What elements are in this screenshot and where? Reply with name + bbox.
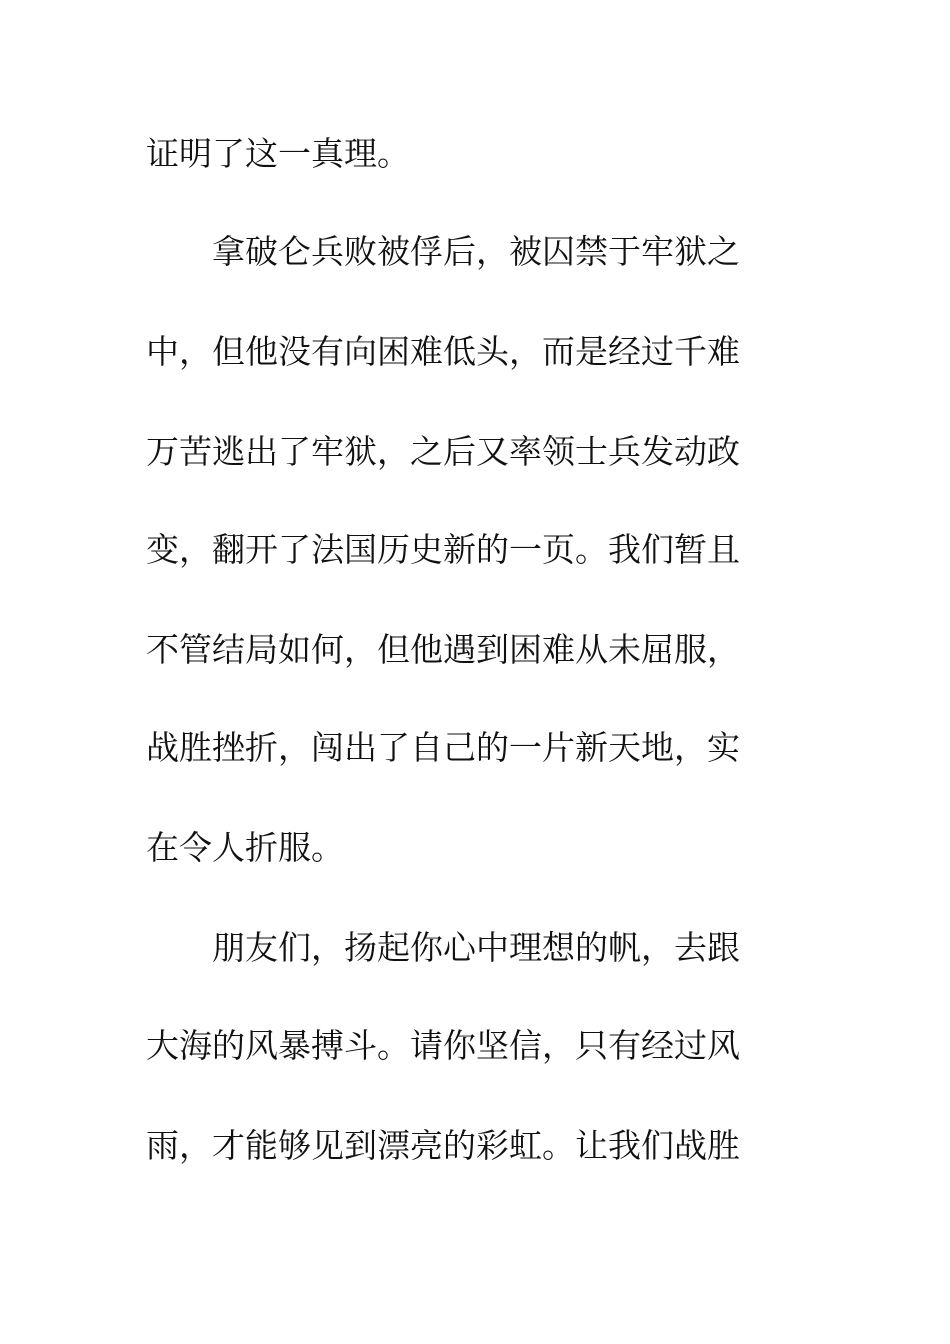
text-line-3: 中，但他没有向困难低头，而是经过千难 [146,332,740,371]
text-line-5: 变，翻开了法国历史新的一页。我们暂且 [146,530,740,569]
text-line-8: 在令人折服。 [146,828,344,867]
text-line-6: 不管结局如何，但他遇到困难从未屈服， [146,630,740,669]
text-line-11: 雨，才能够见到漂亮的彩虹。让我们战胜 [146,1126,740,1165]
text-line-7: 战胜挫折，闯出了自己的一片新天地，实 [146,728,740,767]
text-line-10: 大海的风暴搏斗。请你坚信，只有经过风 [146,1026,740,1065]
text-line-9: 朋友们，扬起你心中理想的帆，去跟 [146,928,740,967]
text-line-4: 万苦逃出了牢狱，之后又率领士兵发动政 [146,432,740,471]
text-line-1: 证明了这一真理。 [146,134,410,173]
text-line-2: 拿破仑兵败被俘后，被囚禁于牢狱之 [146,232,740,271]
